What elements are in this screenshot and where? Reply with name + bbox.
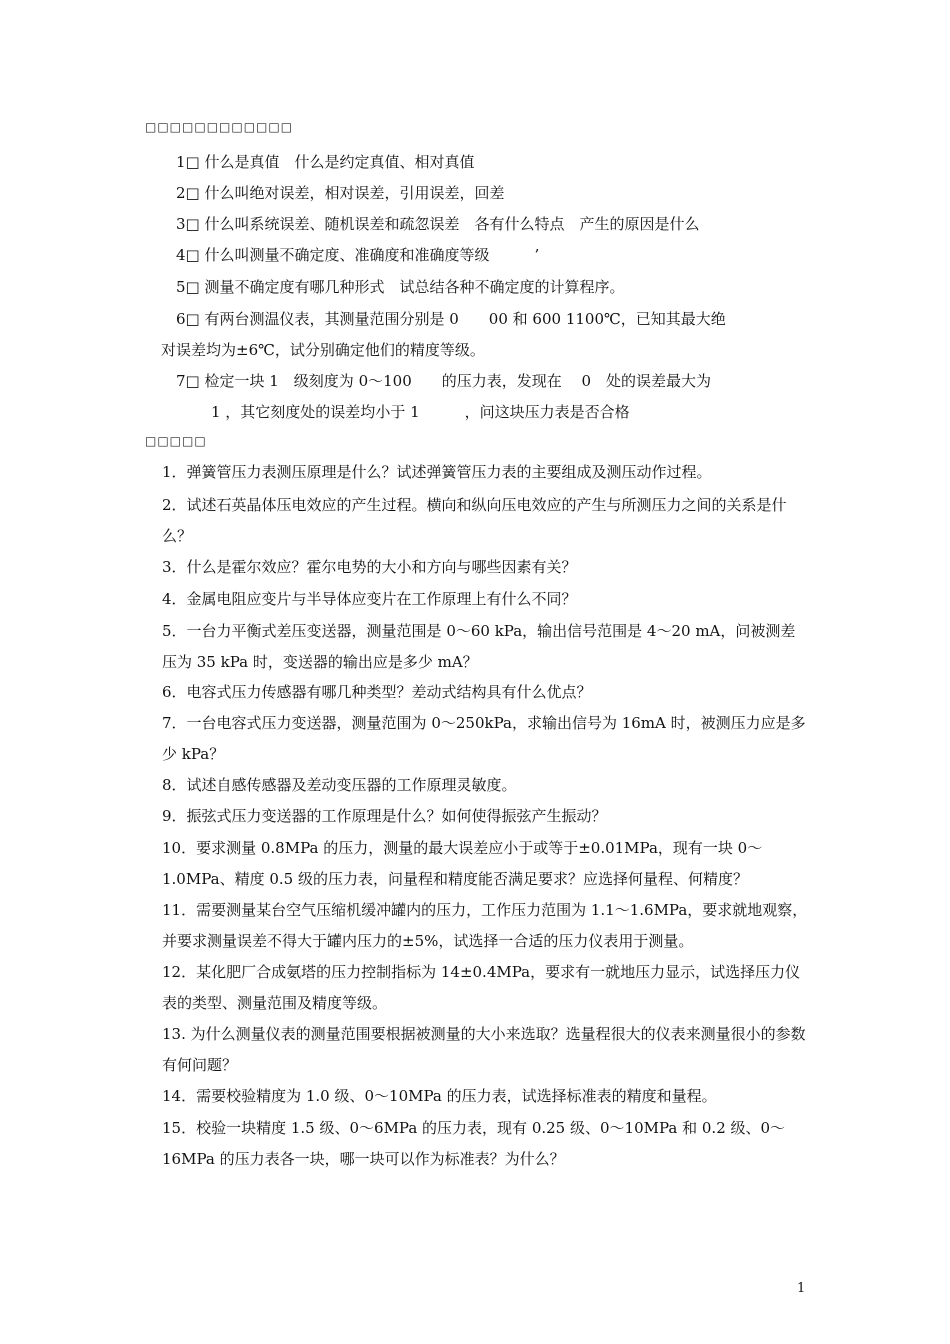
s2-question-1	[145, 457, 810, 488]
s1-question-7-cont: 1 ，其它刻度处的误差均小于 1 ，问这块压力表是否合格	[211, 403, 630, 421]
s1-question-3: 3□ 什么叫系统误差、随机误差和疏忽误差 各有什么特点 产生的原因是什么	[176, 215, 700, 233]
s2-question-11-text: 11．需要测量某台空气压缩机缓冲罐内的压力，工作压力范围为 1.1～1.6MPa，要求就地观察，并要求测量误差不得大于罐内压力的±5%，试选择一合适的压力仪表用于测量。	[162, 901, 808, 950]
s2-question-7	[145, 708, 810, 770]
s2-question-9-text: 9．振弦式压力变送器的工作原理是什么？如何使得振弦产生振动？	[162, 807, 607, 825]
section2-heading: □□□□□	[145, 434, 207, 448]
s2-question-13-text: 13. 为什么测量仪表的测量范围要根据被测量的大小来选取？选量程很大的仪表来测量很小的参数有何问题？	[162, 1025, 806, 1074]
s2-question-14	[145, 1081, 810, 1112]
s2-question-7-text: 7．一台电容式压力变送器，测量范围为 0～250kPa，求输出信号为 16mA 时，被测压力应是多少 kPa？	[162, 714, 806, 763]
s2-question-4-text: 4．金属电阻应变片与半导体应变片在工作原理上有什么不同？	[162, 590, 577, 608]
s2-question-1-text: 1．弹簧管压力表测压原理是什么？试述弹簧管压力表的主要组成及测压动作过程。	[162, 463, 712, 481]
page-number: 1	[797, 1281, 806, 1296]
s2-question-15	[145, 1113, 810, 1175]
s2-question-5	[145, 616, 810, 678]
s1-question-5: 5□ 测量不确定度有哪几种形式 试总结各种不确定度的计算程序。	[176, 278, 625, 296]
s2-question-14-text: 14．需要校验精度为 1.0 级、0～10MPa 的压力表，试选择标准表的精度和量程。	[162, 1087, 717, 1105]
s2-question-13	[145, 1019, 810, 1081]
s2-question-8	[145, 770, 810, 801]
s2-question-2-text: 2．试述石英晶体压电效应的产生过程。横向和纵向压电效应的产生与所测压力之间的关系是什么？	[162, 496, 787, 545]
s2-question-6-text: 6．电容式压力传感器有哪几种类型？差动式结构具有什么优点？	[162, 683, 592, 701]
s2-question-4	[145, 584, 810, 615]
s2-question-10-text: 10．要求测量 0.8MPa 的压力，测量的最大误差应小于或等于±0.01MPa，现有一块 0～1.0MPa、精度 0.5 级的压力表，问量程和精度能否满足要求？应选择何量程、何精度？	[162, 839, 763, 888]
s2-question-10	[145, 833, 810, 895]
s1-question-4: 4□ 什么叫测量不确定度、准确度和准确度等级 ’	[176, 246, 540, 264]
s2-question-11	[145, 895, 810, 957]
s2-question-15-text: 15．校验一块精度 1.5 级、0～6MPa 的压力表，现有 0.25 级、0～10MPa 和 0.2 级、0～16MPa 的压力表各一块，哪一块可以作为标准表？为什么？	[162, 1119, 786, 1168]
s2-question-9	[145, 801, 810, 832]
s2-question-12-text: 12．某化肥厂合成氨塔的压力控制指标为 14±0.4MPa，要求有一就地压力显示，试选择压力仪表的类型、测量范围及精度等级。	[162, 963, 801, 1012]
s2-question-12	[145, 957, 810, 1019]
s2-question-5-text: 5．一台力平衡式差压变送器，测量范围是 0～60 kPa，输出信号范围是 4～20 mA，问被测差压为 35 kPa 时，变送器的输出应是多少 mA？	[162, 622, 796, 671]
s2-question-6	[145, 677, 810, 708]
section1-heading: □□□□□□□□□□□□	[145, 120, 294, 134]
s1-question-1: 1□ 什么是真值 什么是约定真值、相对真值	[176, 153, 475, 171]
s1-question-6: 6□ 有两台测温仪表，其测量范围分别是 0 00 和 600 1100℃，已知其最大绝	[176, 310, 726, 328]
s2-question-8-text: 8．试述自感传感器及差动变压器的工作原理灵敏度。	[162, 776, 517, 794]
s2-question-2	[145, 490, 810, 552]
s1-question-7: 7□ 检定一块 1 级刻度为 0～100 的压力表，发现在 0 处的误差最大为	[176, 372, 712, 390]
s2-question-3-text: 3．什么是霍尔效应？霍尔电势的大小和方向与哪些因素有关？	[162, 558, 577, 576]
s1-question-6-cont: 对误差均为±6℃，试分别确定他们的精度等级。	[161, 341, 485, 359]
s1-question-2: 2□ 什么叫绝对误差，相对误差，引用误差，回差	[176, 184, 505, 202]
s2-question-3	[145, 552, 810, 583]
